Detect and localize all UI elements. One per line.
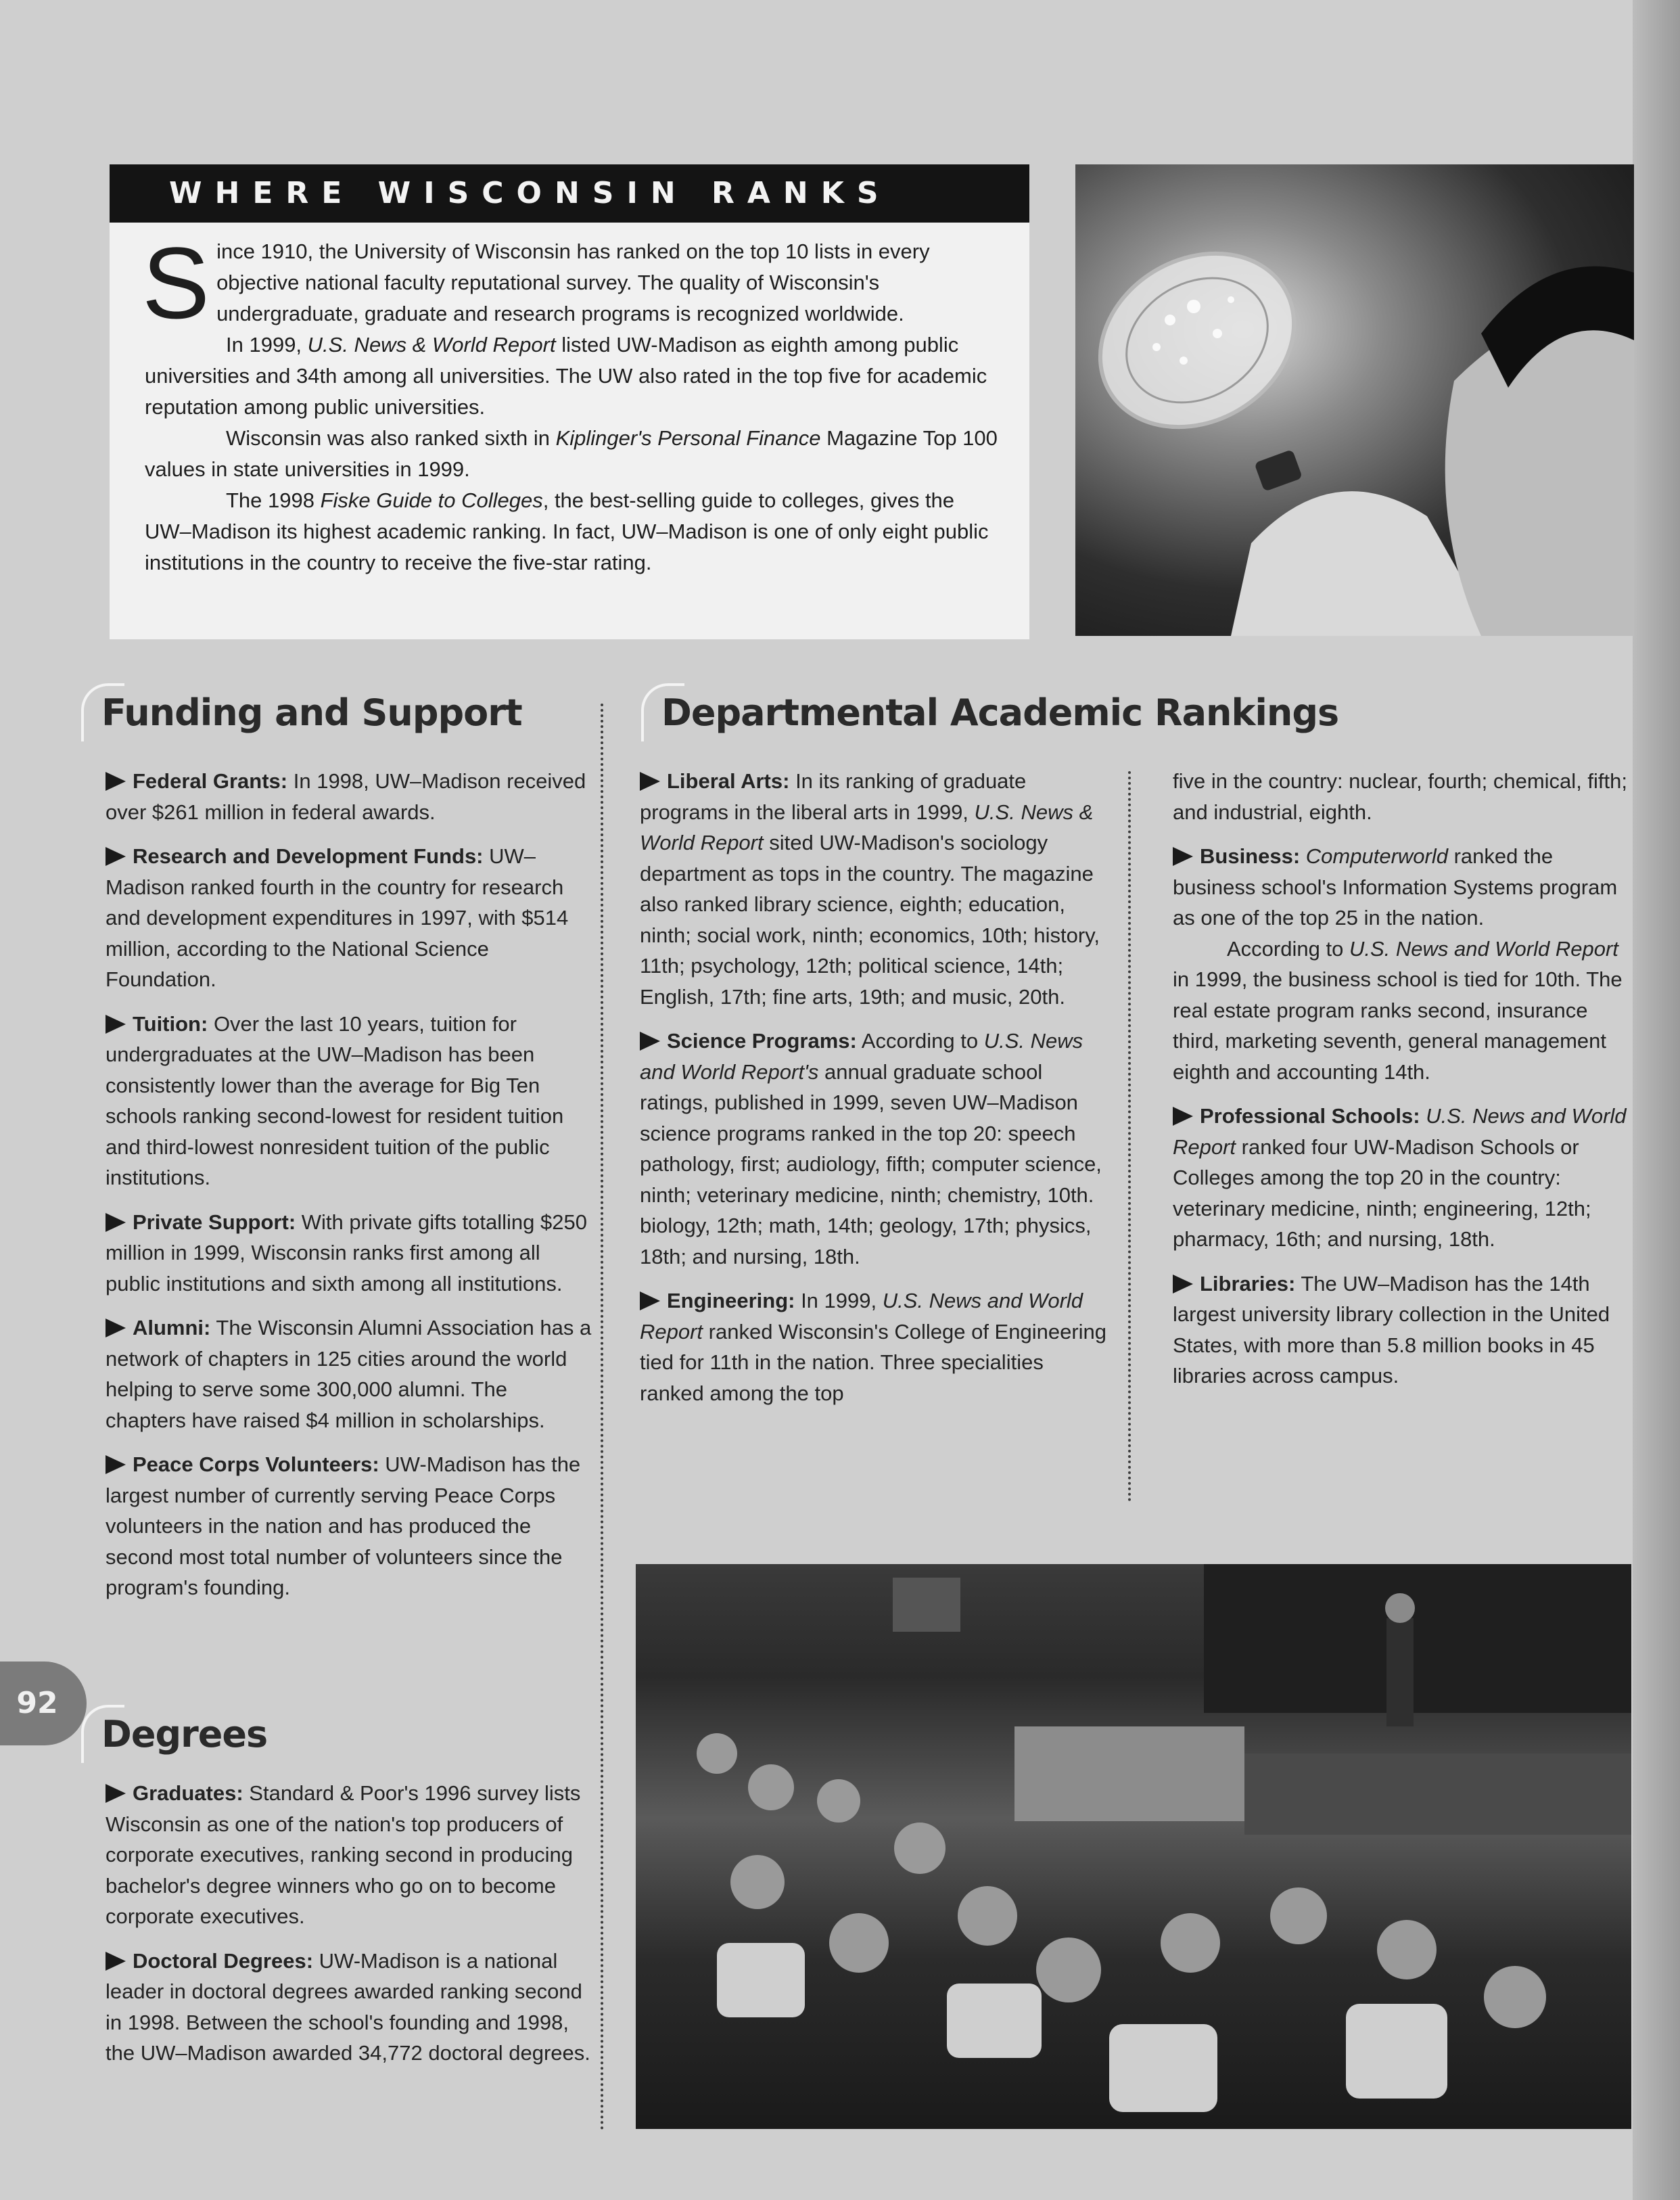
degrees-column: [106, 1778, 592, 2082]
item-text: annual graduate school ratings, published in 1999, seven UW–Madison science programs ranked in the top 20: speech pathology, first; audiology, fifth; computer science, ninth; veterinary medicine, ninth; chemistry, 10th. biology, 12th; math, 14th; geology, 17th; physics, 18th; and nursing, 18th.: [640, 1059, 1102, 1268]
business-item: [1173, 841, 1639, 934]
item-em: U.S. News and World Report: [1349, 936, 1618, 961]
intro-header: WHERE WISCONSIN RANKS: [110, 164, 1029, 223]
item-label: Libraries:: [1200, 1271, 1296, 1296]
lecture-hall-photo-art: [636, 1564, 1631, 2129]
heading-bracket: [641, 683, 684, 741]
degrees-item: [106, 1946, 592, 2069]
funding-heading-text: Funding and Support: [101, 691, 522, 734]
funding-column: [106, 766, 592, 1617]
liberal-arts-item: [640, 766, 1113, 1012]
item-label: Research and Development Funds:: [133, 844, 484, 868]
item-label: Peace Corps Volunteers:: [133, 1452, 379, 1476]
lecture-hall-photo: [636, 1564, 1631, 2129]
bullet-arrow-icon: [106, 772, 126, 791]
funding-item: [106, 1449, 592, 1603]
item-text: With private gifts totalling $250 million in 1999, Wisconsin ranks first among all public institutions and sixth among all institutions.: [106, 1210, 587, 1296]
degrees-heading-text: Degrees: [101, 1713, 268, 1756]
item-label: Liberal Arts:: [667, 769, 790, 793]
item-text: Over the last 10 years, tuition for undergraduates at the UW–Madison has been consistently lower than the average for Big Ten schools ranking second-lowest for resident tuition and third-lowest nonresident tuition of the public institutions.: [106, 1011, 564, 1189]
funding-item: [106, 1312, 592, 1436]
item-label: Federal Grants:: [133, 769, 288, 793]
intro-p2-b: listed UW-Madison as eighth among public universities and 34th among all universities. The UW also rated in the top five for academic reputation among public universities.: [145, 333, 987, 419]
item-text: The UW–Madison has the 14th largest university library collection in the United States, with more than 5.8 million books in 45 libraries across campus.: [1173, 1271, 1610, 1388]
item-label: Tuition:: [133, 1011, 208, 1036]
degrees-heading: [101, 1713, 267, 1756]
intro-p3-b: Magazine Top 100 values in state universities in 1999.: [145, 426, 998, 481]
column-divider: [601, 704, 603, 2131]
item-em: U.S. News & World Report: [640, 800, 1094, 854]
bullet-arrow-icon: [106, 1784, 126, 1803]
bullet-arrow-icon: [106, 1319, 126, 1337]
science-item: [640, 1026, 1113, 1272]
item-em: U.S. News and World Report: [1173, 1104, 1627, 1159]
item-label: Doctoral Degrees:: [133, 1948, 314, 1973]
item-text: According to: [1227, 936, 1349, 961]
funding-heading: [101, 691, 522, 734]
item-label: Private Support:: [133, 1210, 296, 1234]
item-text: In its ranking of graduate programs in the liberal arts in 1999,: [640, 769, 1027, 824]
item-text: UW–Madison ranked fourth in the country for research and development expenditures in 1997, with $514 million, according to the National Science Foundation.: [106, 844, 569, 991]
page-number: 92: [0, 1662, 87, 1745]
intro-body: [110, 223, 1029, 578]
item-text: in 1999, the business school is tied for 10th. The real estate program ranks second, insurance third, marketing seventh, general management eighth and accounting 14th.: [1173, 967, 1623, 1084]
item-label: Science Programs:: [667, 1029, 857, 1053]
item-em: U.S. News and World Report: [640, 1289, 1083, 1344]
item-text: UW-Madison has the largest number of currently serving Peace Corps volunteers in the nation and has produced the second most total number of volunteers since the program's founding.: [106, 1452, 581, 1599]
item-text: ranked the business school's Information Systems program as one of the top 25 in the nation.: [1173, 844, 1618, 930]
bullet-arrow-icon: [640, 1032, 660, 1051]
item-em: Computerworld: [1305, 844, 1448, 868]
item-text: Standard & Poor's 1996 survey lists Wisconsin as one of the nation's top producers of corporate executives, ranking second in producing bachelor's degree winners who go on to become corporate executives.: [106, 1781, 581, 1928]
item-text: The Wisconsin Alumni Association has a network of chapters in 125 cities around the world helping to serve some 300,000 alumni. The chapters have raised $4 million in scholarships.: [106, 1316, 592, 1432]
intro-paragraph-2: [145, 329, 1000, 423]
departmental-column-2: [1173, 766, 1639, 1405]
item-text: UW-Madison is a national leader in doctoral degrees awarded ranking second in 1998. Between the school's founding and 1998, the UW–Madison awarded 34,772 doctoral degrees.: [106, 1948, 590, 2065]
intro-p4-em: Fiske Guide to Colleges: [320, 488, 543, 512]
bullet-arrow-icon: [1173, 847, 1193, 866]
intro-paragraph-4: [145, 485, 1000, 578]
heading-bracket: [81, 683, 124, 741]
item-text: [1300, 844, 1306, 868]
bullet-arrow-icon: [106, 1015, 126, 1034]
bullet-arrow-icon: [640, 1291, 660, 1310]
lab-photo: [1075, 164, 1634, 636]
engineering-continued: five in the country: nuclear, fourth; chemical, fifth; and industrial, eighth.: [1173, 769, 1627, 824]
item-text: sited UW-Madison's sociology department as tops in the country. The magazine also ranked library science, eighth; education, ninth; social work, ninth; economics, 10th; history, 11th; psychology, 12th; political science, 14th; English, 17th; fine arts, 19th; and music, 20th.: [640, 831, 1100, 1009]
professional-item: [1173, 1101, 1639, 1255]
item-text: According to: [856, 1029, 984, 1053]
intro-paragraph-3: [145, 423, 1000, 485]
funding-item: [106, 766, 592, 827]
intro-paragraph-1: [142, 226, 1000, 340]
item-label: Engineering:: [667, 1289, 795, 1312]
engineering-item: [640, 1285, 1113, 1408]
item-text: [1420, 1104, 1426, 1128]
heading-bracket: [81, 1705, 124, 1763]
bullet-arrow-icon: [106, 847, 126, 866]
bullet-arrow-icon: [1173, 1275, 1193, 1293]
intro-p4-a: The 1998: [226, 488, 321, 512]
departmental-heading: [661, 691, 1338, 734]
departmental-column-1: [640, 766, 1113, 1422]
item-text: In 1998, UW–Madison received over $261 million in federal awards.: [106, 769, 586, 824]
funding-item: [106, 1207, 592, 1300]
business-item-2: [1173, 934, 1639, 1088]
drop-cap: S: [142, 226, 210, 340]
departmental-heading-text: Departmental Academic Rankings: [661, 691, 1339, 734]
intro-p2-a: In 1999,: [226, 333, 308, 357]
bullet-arrow-icon: [106, 1952, 126, 1971]
page-edge: [1633, 0, 1680, 2200]
item-label: Alumni:: [133, 1316, 211, 1339]
intro-box: [110, 164, 1029, 639]
bullet-arrow-icon: [106, 1213, 126, 1232]
degrees-item: [106, 1778, 592, 1932]
intro-p3-a: Wisconsin was also ranked sixth in: [226, 426, 556, 450]
funding-item: [106, 1009, 592, 1193]
bullet-arrow-icon: [640, 772, 660, 791]
item-label: Business:: [1200, 844, 1301, 868]
intro-p4-b: , the best-selling guide to colleges, gives the UW–Madison its highest academic ranking. In fact, UW–Madison is one of only eight public institutions in the country to receive the five-star rating.: [145, 488, 989, 574]
intro-p1-text: ince 1910, the University of Wisconsin has ranked on the top 10 lists in every objective national faculty reputational survey. The quality of Wisconsin's undergraduate, graduate and research programs is recognized worldwide.: [216, 239, 930, 325]
funding-item: [106, 841, 592, 995]
column-divider: [1128, 771, 1131, 1502]
item-em: U.S. News and World Report's: [640, 1029, 1083, 1084]
intro-p3-em: Kiplinger's Personal Finance: [555, 426, 821, 450]
item-text: In 1999,: [795, 1289, 883, 1312]
bullet-arrow-icon: [1173, 1107, 1193, 1126]
item-text: ranked four UW-Madison Schools or Colleges among the top 20 in the country: veterinary medicine, ninth; engineering, 12th; pharmacy, 16th; and nursing, 18th.: [1173, 1135, 1591, 1251]
item-label: Professional Schools:: [1200, 1104, 1420, 1128]
lab-photo-art: [1075, 164, 1634, 636]
item-text: ranked Wisconsin's College of Engineering tied for 11th in the nation. Three specialities ranked among the top: [640, 1319, 1107, 1405]
bullet-arrow-icon: [106, 1455, 126, 1474]
libraries-item: [1173, 1268, 1639, 1392]
intro-p2-em: U.S. News & World Report: [307, 333, 556, 357]
item-label: Graduates:: [133, 1781, 243, 1805]
